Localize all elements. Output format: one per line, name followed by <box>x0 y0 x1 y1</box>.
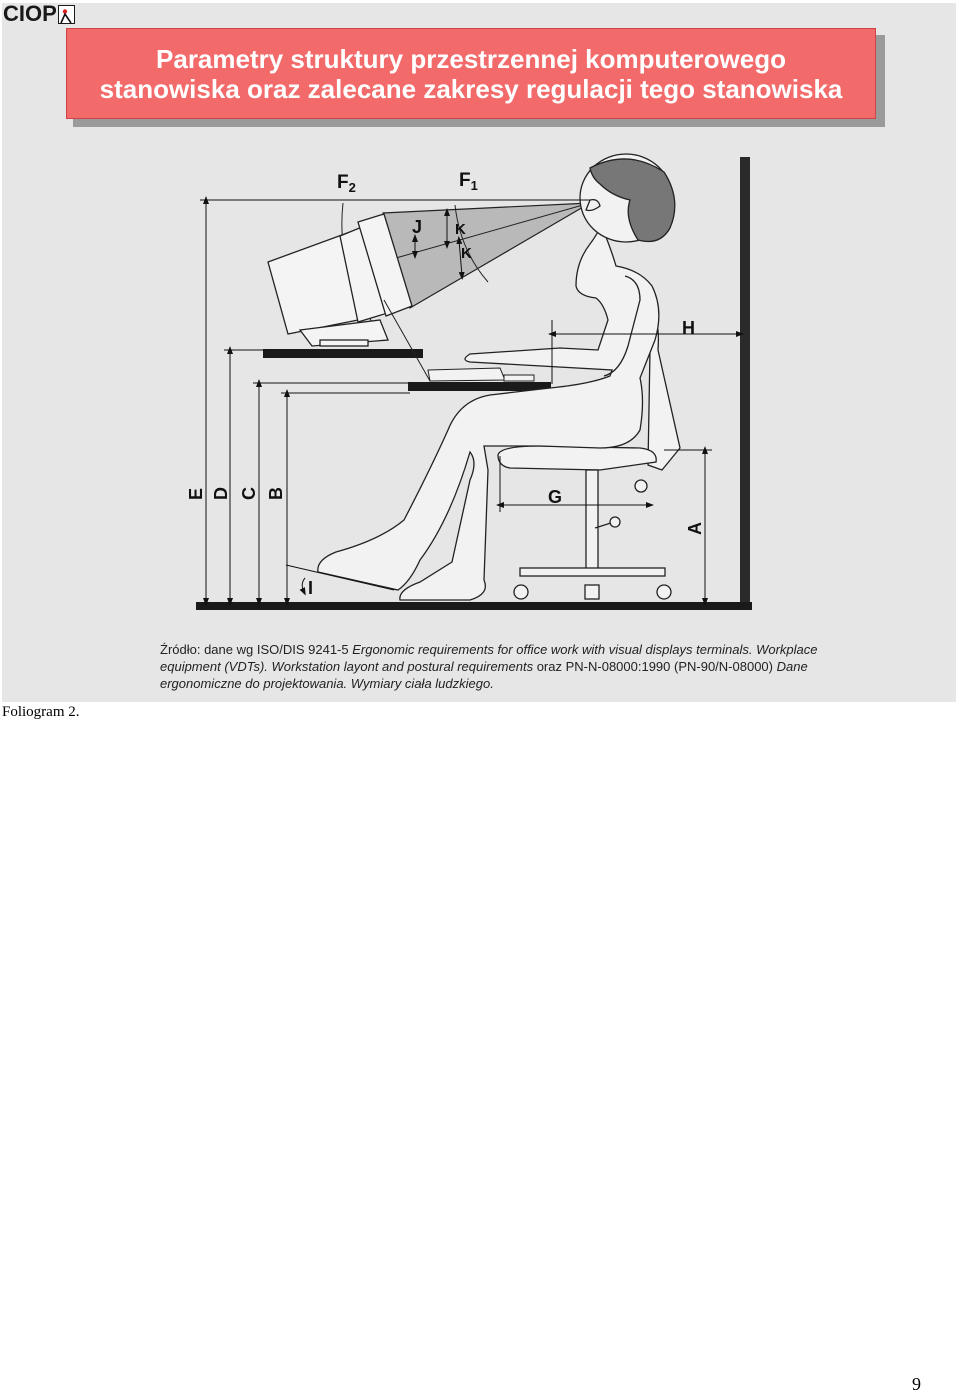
label-f1: $F_1$ <box>459 170 478 193</box>
keyboard-desk <box>408 382 551 391</box>
wall <box>740 157 750 607</box>
source-part-1: Źródło: dane wg ISO/DIS 9241-5 <box>160 642 353 657</box>
keyboard <box>428 368 534 381</box>
label-d: D <box>211 487 231 500</box>
page-number: 9 <box>912 1374 921 1394</box>
title-line-2: stanowiska oraz zalecane zakresy regulacji tego stanowiska <box>99 73 843 104</box>
label-e: E <box>186 487 206 500</box>
label-h: H <box>682 318 695 338</box>
label-b: B <box>266 487 286 500</box>
label-k-lower: K <box>461 245 472 262</box>
figure-caption: Foliogram 2. <box>2 704 80 720</box>
label-j: J <box>412 217 423 237</box>
label-k-upper: K <box>455 221 466 238</box>
label-c: C <box>239 487 259 500</box>
title-line-1: Parametry struktury przestrzennej komputerowego <box>156 43 786 74</box>
floor <box>196 602 752 610</box>
label-a: A <box>685 522 705 535</box>
monitor-desk <box>263 349 423 358</box>
source-part-4: Dane ergonomiczne do projektowania. Wymiary ciała ludzkiego. <box>160 659 808 691</box>
source-note <box>160 641 820 692</box>
monitor-arm <box>384 300 430 381</box>
label-g: G <box>548 487 563 507</box>
label-f2: $F_2$ <box>337 172 356 195</box>
logo-text: CIOP <box>3 1 57 26</box>
source-part-2: Ergonomic requirements for office work with visual displays terminals. Workplace equipment (VDTs). Workstation layont and postural requirements <box>160 642 818 674</box>
label-i: I <box>308 578 314 598</box>
monitor <box>268 214 412 346</box>
source-part-3: oraz PN-N-08000:1990 (PN-90/N-08000) <box>533 659 777 674</box>
